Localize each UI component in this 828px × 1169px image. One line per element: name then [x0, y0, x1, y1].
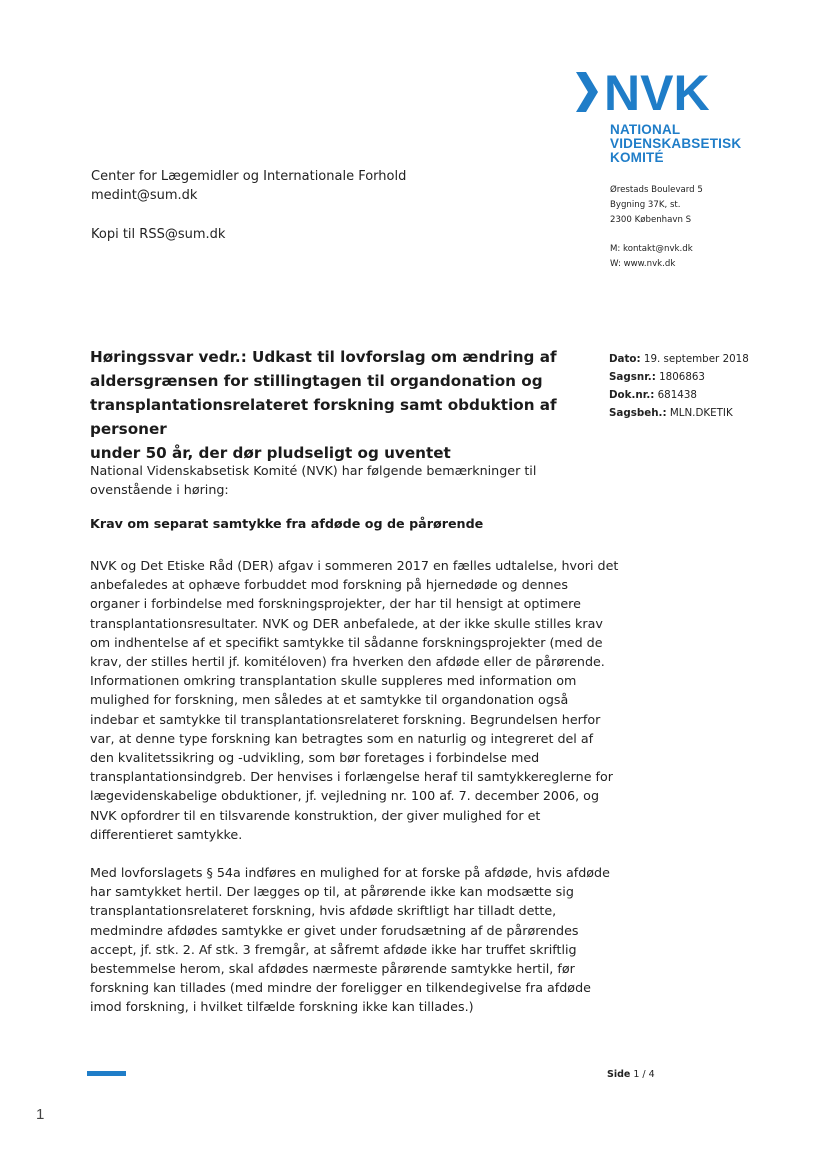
- p2-line: forskning kan tillades (med mindre der foreligger en tilkendegivelse fra afdøde: [90, 980, 591, 996]
- p1-line: krav, der stilles hertil jf. komitéloven) fra hverken den afdøde eller de pårørende.: [90, 654, 605, 670]
- logo-line-1: NATIONAL: [610, 122, 681, 137]
- p1-line: var, at denne type forskning kan betragtes som en naturlig og integreret del af: [90, 730, 594, 746]
- p1-line: NVK opfordrer til en tilsvarende konstruktion, der giver mulighed for et: [90, 807, 541, 823]
- logo-line-2: VIDENSKABSETISK: [610, 136, 742, 151]
- p1-line: Informationen omkring transplantation skulle suppleres med information om: [90, 673, 577, 689]
- title-line: under 50 år, der dør pludseligt og uventet: [90, 444, 451, 462]
- intro-line: ovenstående i høring:: [90, 482, 229, 498]
- paragraph-2: [90, 863, 610, 1017]
- address-block: [610, 183, 703, 228]
- p1-line: lægevidenskabelige obduktioner, jf. vejledning nr. 100 af. 7. december 2006, og: [90, 788, 599, 804]
- p2-line: har samtykket hertil. Der lægges op til, at pårørende ikke kan modsætte sig: [90, 884, 574, 900]
- p1-line: transplantationsresultater. NVK og DER anbefalede, at der ikke skulle stilles krav: [90, 615, 603, 631]
- footer-accent-bar: [87, 1071, 126, 1076]
- p2-line: bestemmelse herom, skal afdødes nærmeste pårørende samtykke hertil, før: [90, 961, 575, 977]
- recipient-name: Center for Lægemidler og Internationale Forhold: [91, 169, 407, 184]
- title-line: aldersgrænsen for stillingtagen til organdonation og: [90, 372, 543, 390]
- recipient-copy: Kopi til RSS@sum.dk: [91, 227, 226, 242]
- meta-date: Dato: 19. september 2018: [609, 353, 749, 365]
- title-line: transplantationsrelateret forskning samt obduktion af personer: [90, 396, 557, 438]
- page-number: Side 1 / 4: [607, 1069, 655, 1080]
- p1-line: anbefaledes at ophæve forbuddet mod forskning på hjernedøde og dennes: [90, 577, 568, 593]
- p2-line: medmindre afdødes samtykke er givet under forudsætning af de pårørendes: [90, 922, 579, 938]
- side-margin-number: 1: [36, 1106, 45, 1123]
- intro-line: National Videnskabsetisk Komité (NVK) har følgende bemærkninger til: [90, 463, 537, 478]
- p1-line: NVK og Det Etiske Råd (DER) afgav i sommeren 2017 en fælles udtalelse, hvori det: [90, 558, 619, 573]
- p2-line: Med lovforslagets § 54a indføres en mulighed for at forske på afdøde, hvis afdøde: [90, 865, 610, 880]
- address-line: 2300 København S: [610, 215, 692, 225]
- p1-line: differentieret samtykke.: [90, 826, 243, 842]
- nvk-wordmark-icon: [576, 68, 716, 116]
- p2-line: transplantationsrelateret forskning, hvis afdøde skriftligt har tilladt dette,: [90, 903, 557, 919]
- p1-line: organer i forbindelse med forskningsprojekter, der har til hensigt at optimere: [90, 596, 581, 612]
- p1-line: indebar et samtykke til transplantationsrelateret forskning. Begrundelsen herfor: [90, 711, 601, 727]
- intro-paragraph: [90, 461, 590, 499]
- p2-line: imod forskning, i hvilket tilfælde forskning ikke kan tillades.): [90, 999, 474, 1015]
- section-heading: Krav om separat samtykke fra afdøde og de pårørende: [90, 516, 484, 531]
- title-line: Høringssvar vedr.: Udkast til lovforslag om ændring af: [90, 348, 557, 366]
- address-line: Bygning 37K, st.: [610, 200, 681, 210]
- p2-line: accept, jf. stk. 2. Af stk. 3 fremgår, at såfremt afdøde ikke har truffet skriftlig: [90, 941, 577, 957]
- p1-line: transplantationsindgreb. Der henvises i forlængelse heraf til samtykkereglerne for: [90, 769, 613, 785]
- document-meta: [609, 350, 749, 422]
- recipient-email: medint@sum.dk: [91, 188, 198, 203]
- logo-wordmark: NVK: [604, 68, 710, 116]
- paragraph-1: [90, 556, 619, 844]
- meta-handler: Sagsbeh.: MLN.DKETIK: [609, 407, 733, 419]
- meta-case-no: Sagsnr.: 1806863: [609, 371, 705, 383]
- meta-doc-no: Dok.nr.: 681438: [609, 389, 697, 401]
- contact-web: W: www.nvk.dk: [610, 259, 676, 269]
- p1-line: den kvalitetssikring og -udvikling, som bør foretages i forbindelse med: [90, 750, 540, 766]
- contact-block: [610, 242, 693, 272]
- p1-line: mulighed for forskning, men således at et samtykke til organdonation også: [90, 692, 569, 708]
- document-title: [90, 345, 590, 465]
- address-line: Ørestads Boulevard 5: [610, 185, 703, 195]
- p1-line: om indhentelse af et specifikt samtykke til sådanne forskningsprojekter (med de: [90, 634, 603, 650]
- contact-email: M: kontakt@nvk.dk: [610, 244, 693, 254]
- logo-line-3: KOMITÉ: [610, 150, 664, 165]
